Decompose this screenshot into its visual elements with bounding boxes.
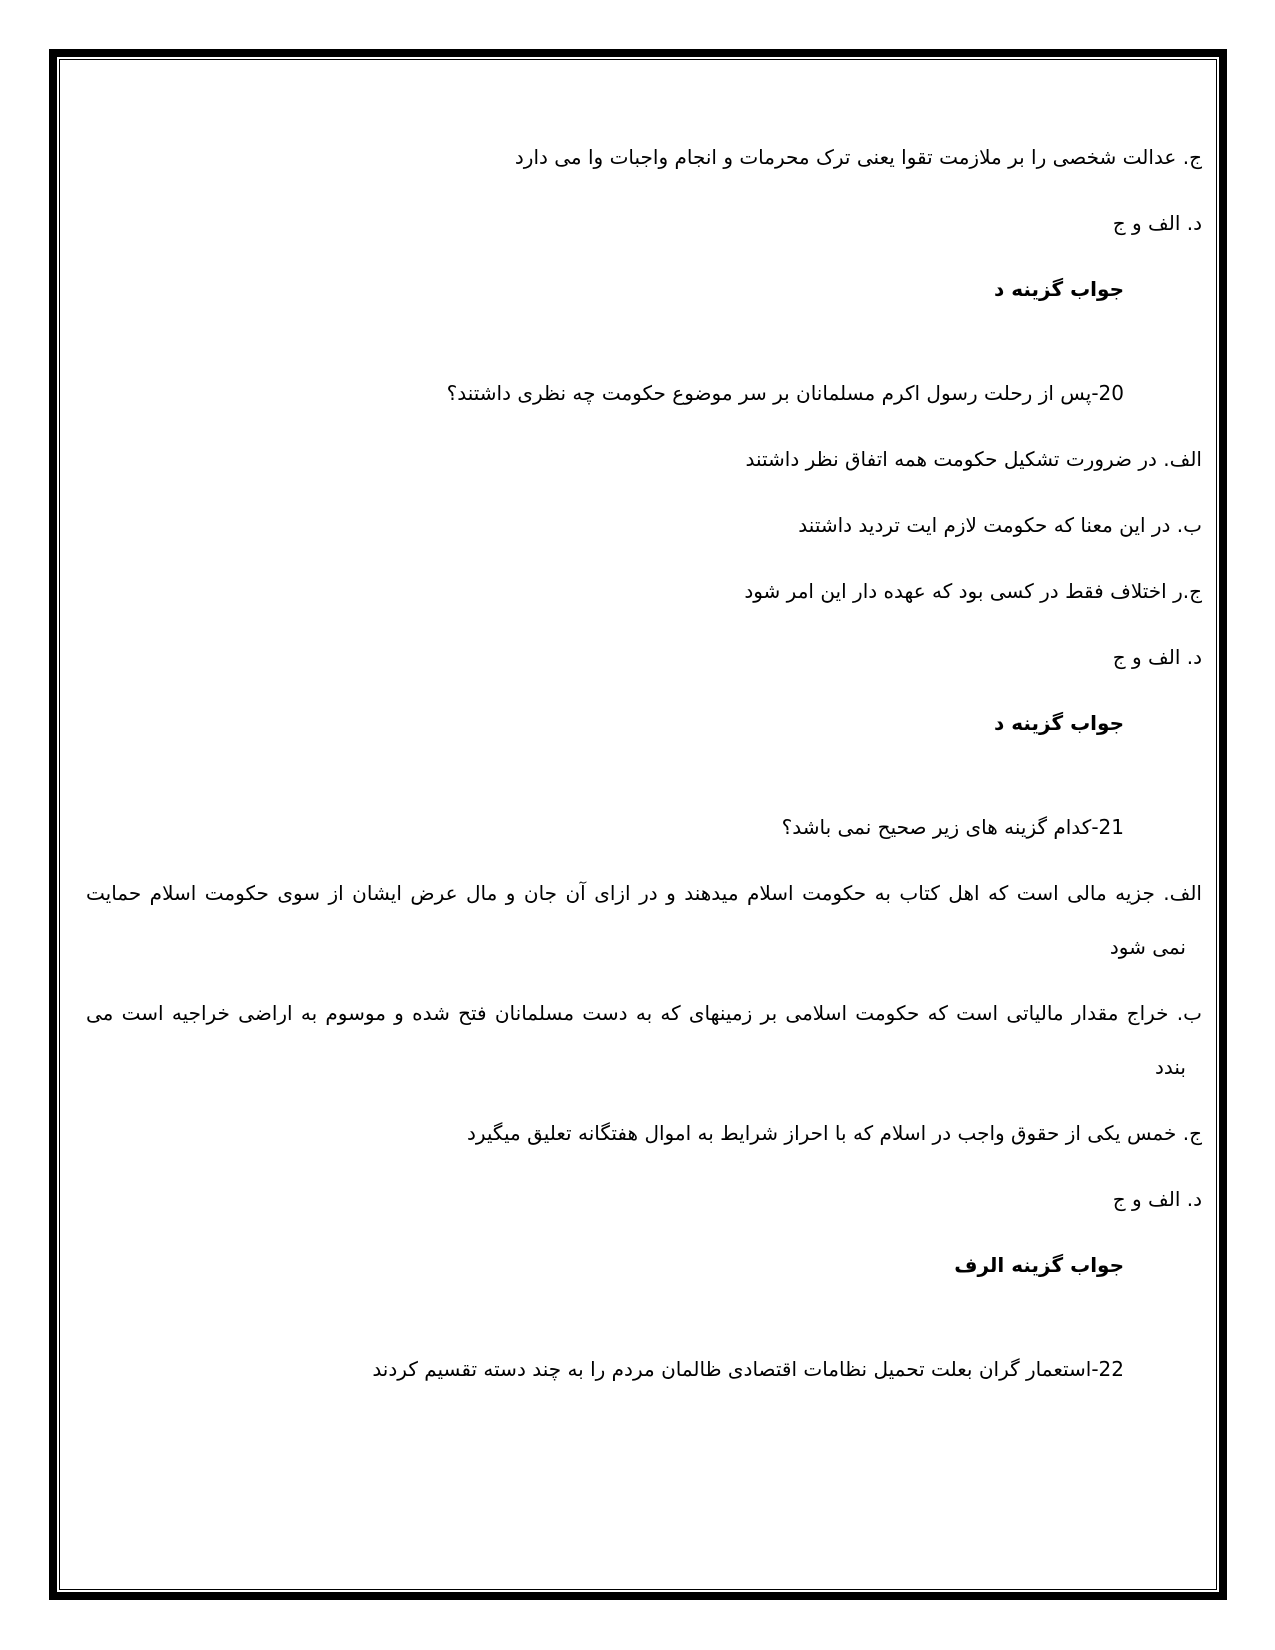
q22-question: 22-استعمار گران بعلت تحمیل نظامات اقتصادی ظالمان مردم را به چند دسته تقسیم کردند — [372, 1357, 1124, 1381]
q21-option-b-line2: بندد — [1154, 1055, 1186, 1079]
q19-option-j: ج. عدالت شخصی را بر ملازمت تقوا یعنی ترک محرمات و انجام واجبات وا می دارد — [514, 145, 1202, 169]
q21-option-a-line2: نمی شود — [1109, 935, 1186, 959]
q20-option-b: ب. در این معنا که حکومت لازم ایت تردید داشتند — [798, 513, 1202, 537]
page-border-inner — [59, 59, 1217, 1590]
q19-answer: جواب گزینه د — [994, 277, 1124, 301]
page-border-outer — [49, 49, 1227, 1600]
q21-option-d: د. الف و ج — [1112, 1187, 1202, 1211]
q20-option-j: ج.ر اختلاف فقط در کسی بود که عهده دار این امر شود — [744, 579, 1202, 603]
q20-option-d: د. الف و ج — [1112, 645, 1202, 669]
q19-option-d: د. الف و ج — [1112, 211, 1202, 235]
q21-answer: جواب گزینه الرف — [954, 1253, 1124, 1277]
q21-option-b-line1: ب. خراج مقدار مالیاتی است که حکومت اسلامی بر زمینهای که به دست مسلمانان فتح شده و موسوم به اراضی خراجیه است می — [86, 1001, 1202, 1025]
q21-option-j: ج. خمس یکی از حقوق واجب در اسلام که با احراز شرایط به اموال هفتگانه تعلیق میگیرد — [466, 1121, 1202, 1145]
document-content — [60, 60, 1216, 1589]
q20-option-a: الف. در ضرورت تشکیل حکومت همه اتفاق نظر داشتند — [745, 447, 1202, 471]
q21-question: 21-کدام گزینه های زیر صحیح نمی باشد؟ — [781, 815, 1124, 839]
q21-option-a-line1: الف. جزیه مالی است که اهل کتاب به حکومت اسلام میدهند و در ازای آن جان و مال عرض ایشان از سوی حکومت اسلام حمایت — [86, 881, 1202, 905]
q20-answer: جواب گزینه د — [994, 711, 1124, 735]
q20-question: 20-پس از رحلت رسول اکرم مسلمانان بر سر موضوع حکومت چه نظری داشتند؟ — [446, 381, 1124, 405]
